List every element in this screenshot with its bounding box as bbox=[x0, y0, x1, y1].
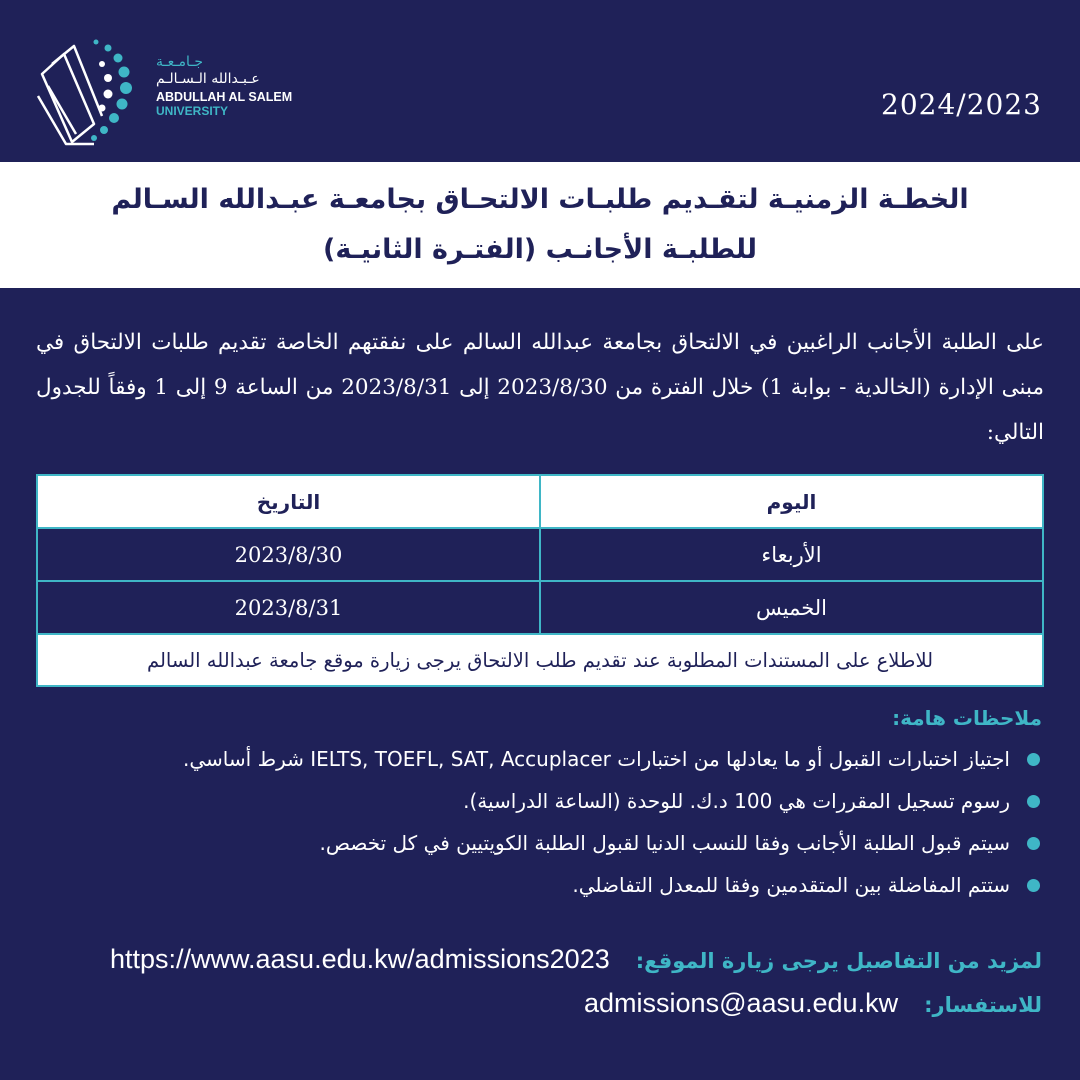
list-item bbox=[32, 864, 1042, 906]
note-text: رسوم تسجيل المقررات هي 100 د.ك. للوحدة (الساعة الدراسية). bbox=[463, 789, 1010, 813]
list-item bbox=[32, 780, 1042, 822]
email-label: للاستفسار: bbox=[924, 993, 1042, 1017]
website-link[interactable]: https://www.aasu.edu.kw/admissions2023 bbox=[109, 944, 610, 974]
notes-list bbox=[32, 738, 1042, 906]
cell-day: الخميس bbox=[540, 581, 1043, 634]
note-text: ستتم المفاضلة بين المتقدمين وفقا للمعدل التفاضلي. bbox=[572, 873, 1010, 897]
table-footer-row bbox=[37, 634, 1043, 686]
website-row bbox=[110, 944, 1042, 975]
logo-english-line2: UNIVERSITY bbox=[156, 104, 229, 118]
notes-title: ملاحظات هامة: bbox=[892, 706, 1042, 730]
logo-text bbox=[156, 54, 296, 118]
university-logo bbox=[34, 34, 294, 149]
title-band bbox=[0, 162, 1080, 288]
bullet-icon bbox=[1027, 837, 1040, 850]
note-text: اجتياز اختبارات القبول أو ما يعادلها من اختبارات IELTS, TOEFL, SAT, Accuplacer شرط أساسي. bbox=[183, 747, 1010, 771]
logo-english-line1: ABDULLAH AL SALEM bbox=[156, 90, 293, 104]
email-link[interactable]: admissions@aasu.edu.kw bbox=[584, 988, 899, 1018]
logo-arabic-line2: عـبـدالله الـسـالـم bbox=[156, 71, 260, 87]
logo-arabic-line1: جـامـعـة bbox=[156, 54, 203, 70]
academic-year: 2024/2023 bbox=[881, 88, 1042, 121]
header-day: اليوم bbox=[540, 475, 1043, 528]
schedule-table bbox=[36, 474, 1044, 687]
table-header-row bbox=[37, 475, 1043, 528]
cell-day: الأربعاء bbox=[540, 528, 1043, 581]
table-row bbox=[37, 528, 1043, 581]
page-title-line1: الخطـة الزمنيـة لتقـديم طلبـات الالتحـاق بجامعـة عبـدالله السـالم bbox=[111, 184, 969, 215]
list-item bbox=[32, 822, 1042, 864]
book-dots-logo-icon bbox=[34, 34, 154, 149]
bullet-icon bbox=[1027, 753, 1040, 766]
page-title-line2: للطلبـة الأجانـب (الفتـرة الثانيـة) bbox=[322, 234, 758, 265]
documents-note: للاطلاع على المستندات المطلوبة عند تقديم طلب الالتحاق يرجى زيارة موقع جامعة عبدالله السالم bbox=[37, 634, 1043, 686]
cell-date: 2023/8/30 bbox=[37, 528, 540, 581]
cell-date: 2023/8/31 bbox=[37, 581, 540, 634]
list-item bbox=[32, 738, 1042, 780]
table-row bbox=[37, 581, 1043, 634]
website-label: لمزيد من التفاصيل يرجى زيارة الموقع: bbox=[635, 949, 1042, 973]
header-date: التاريخ bbox=[37, 475, 540, 528]
email-row bbox=[584, 988, 1042, 1019]
intro-paragraph: على الطلبة الأجانب الراغبين في الالتحاق بجامعة عبدالله السالم على نفقتهم الخاصة تقديم طلبات الالتحاق في مبنى الإدارة (الخالدية - بوابة 1) خلال الفترة من 2023/8/30 إلى 2023/8/31 من الساعة 9 إلى 1 وفقاً للجدول التالي: bbox=[36, 330, 1044, 445]
bullet-icon bbox=[1027, 795, 1040, 808]
note-text: سيتم قبول الطلبة الأجانب وفقا للنسب الدنيا لقبول الطلبة الكويتيين في كل تخصص. bbox=[319, 831, 1010, 855]
bullet-icon bbox=[1027, 879, 1040, 892]
